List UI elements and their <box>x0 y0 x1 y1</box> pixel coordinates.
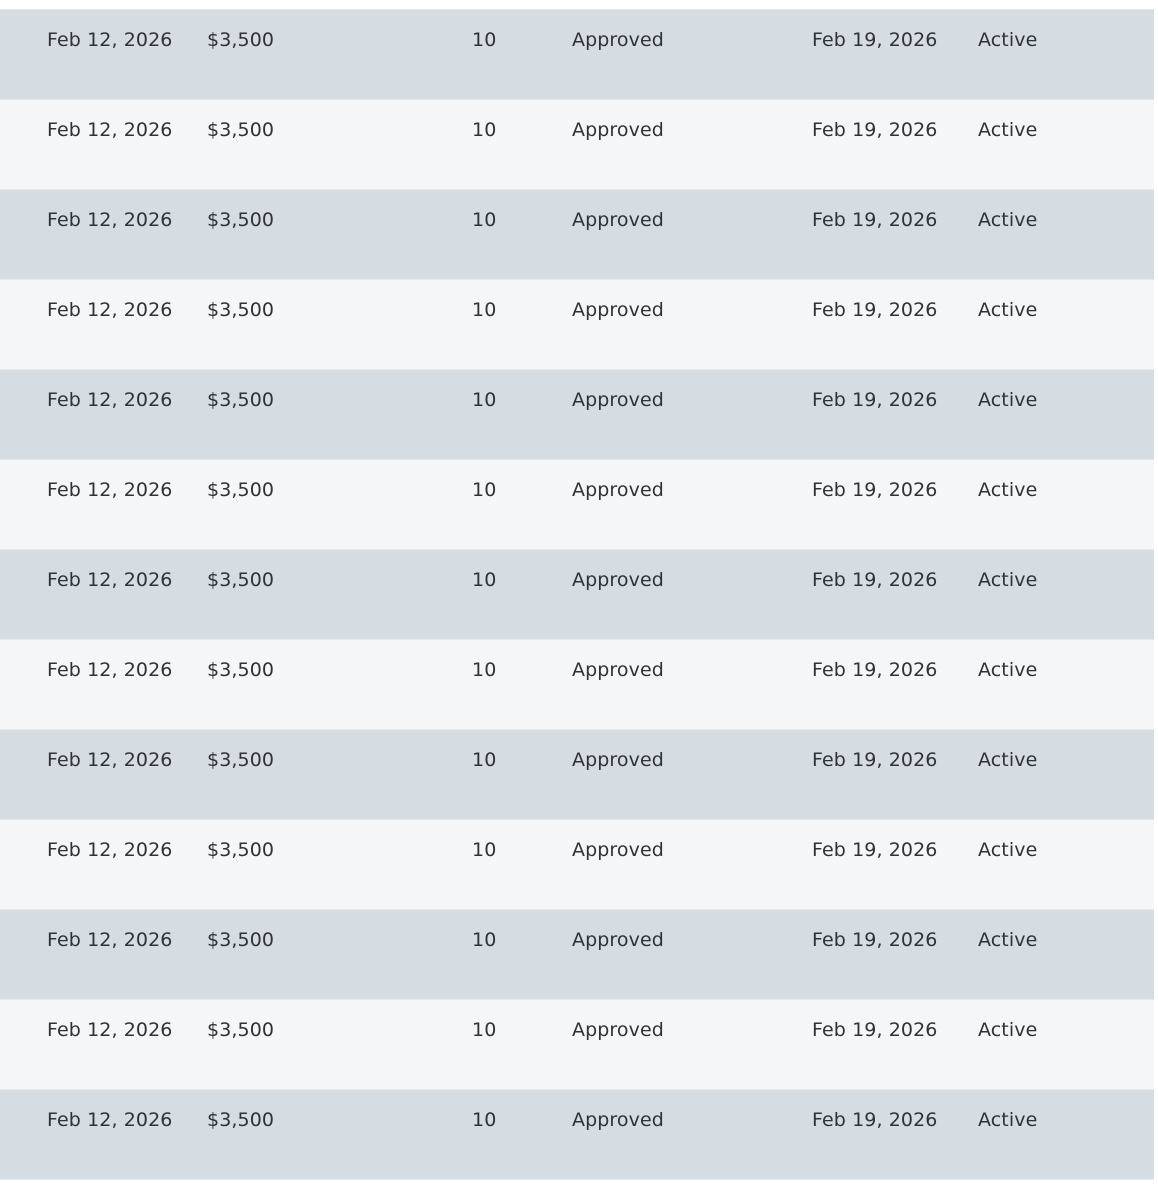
amount-cell: $3,500 <box>207 569 275 591</box>
count-cell: 10 <box>472 209 497 231</box>
page-edge <box>1154 0 1158 1200</box>
amount-cell: $3,500 <box>207 119 275 141</box>
due-date-cell: Feb 19, 2026 <box>812 29 938 51</box>
date-cell: Feb 12, 2026 <box>47 29 173 51</box>
amount-cell: $3,500 <box>207 659 275 681</box>
table-row[interactable] <box>0 1000 1154 1090</box>
due-date-cell: Feb 19, 2026 <box>812 389 938 411</box>
approval-cell: Approved <box>572 749 664 771</box>
records-table <box>0 9 1154 1180</box>
status-cell: Active <box>978 659 1038 681</box>
amount-cell: $3,500 <box>207 209 275 231</box>
approval-cell: Approved <box>572 29 664 51</box>
date-cell: Feb 12, 2026 <box>47 1109 173 1131</box>
status-cell: Active <box>978 929 1038 951</box>
date-cell: Feb 12, 2026 <box>47 389 173 411</box>
amount-cell: $3,500 <box>207 1109 275 1131</box>
count-cell: 10 <box>472 479 497 501</box>
due-date-cell: Feb 19, 2026 <box>812 119 938 141</box>
amount-cell: $3,500 <box>207 299 275 321</box>
due-date-cell: Feb 19, 2026 <box>812 659 938 681</box>
approval-cell: Approved <box>572 1019 664 1041</box>
count-cell: 10 <box>472 1109 497 1131</box>
amount-cell: $3,500 <box>207 929 275 951</box>
status-cell: Active <box>978 209 1038 231</box>
amount-cell: $3,500 <box>207 839 275 861</box>
date-cell: Feb 12, 2026 <box>47 479 173 501</box>
table-row[interactable] <box>0 460 1154 550</box>
due-date-cell: Feb 19, 2026 <box>812 749 938 771</box>
date-cell: Feb 12, 2026 <box>47 569 173 591</box>
amount-cell: $3,500 <box>207 1019 275 1041</box>
due-date-cell: Feb 19, 2026 <box>812 299 938 321</box>
count-cell: 10 <box>472 119 497 141</box>
table-row[interactable] <box>0 190 1154 280</box>
status-cell: Active <box>978 569 1038 591</box>
due-date-cell: Feb 19, 2026 <box>812 209 938 231</box>
table-row[interactable] <box>0 280 1154 370</box>
approval-cell: Approved <box>572 119 664 141</box>
amount-cell: $3,500 <box>207 749 275 771</box>
due-date-cell: Feb 19, 2026 <box>812 479 938 501</box>
status-cell: Active <box>978 839 1038 861</box>
count-cell: 10 <box>472 929 497 951</box>
status-cell: Active <box>978 299 1038 321</box>
approval-cell: Approved <box>572 209 664 231</box>
table-row[interactable] <box>0 910 1154 1000</box>
table-row[interactable] <box>0 730 1154 820</box>
count-cell: 10 <box>472 1019 497 1041</box>
approval-cell: Approved <box>572 1109 664 1131</box>
approval-cell: Approved <box>572 389 664 411</box>
status-cell: Active <box>978 389 1038 411</box>
date-cell: Feb 12, 2026 <box>47 929 173 951</box>
table-row[interactable] <box>0 820 1154 910</box>
count-cell: 10 <box>472 749 497 771</box>
table-row[interactable] <box>0 640 1154 730</box>
due-date-cell: Feb 19, 2026 <box>812 839 938 861</box>
count-cell: 10 <box>472 29 497 51</box>
approval-cell: Approved <box>572 929 664 951</box>
approval-cell: Approved <box>572 569 664 591</box>
due-date-cell: Feb 19, 2026 <box>812 1109 938 1131</box>
amount-cell: $3,500 <box>207 389 275 411</box>
approval-cell: Approved <box>572 839 664 861</box>
date-cell: Feb 12, 2026 <box>47 1019 173 1041</box>
table-row[interactable] <box>0 370 1154 460</box>
due-date-cell: Feb 19, 2026 <box>812 929 938 951</box>
count-cell: 10 <box>472 659 497 681</box>
table-row[interactable] <box>0 1090 1154 1180</box>
approval-cell: Approved <box>572 299 664 321</box>
date-cell: Feb 12, 2026 <box>47 839 173 861</box>
status-cell: Active <box>978 29 1038 51</box>
date-cell: Feb 12, 2026 <box>47 209 173 231</box>
date-cell: Feb 12, 2026 <box>47 119 173 141</box>
date-cell: Feb 12, 2026 <box>47 749 173 771</box>
count-cell: 10 <box>472 569 497 591</box>
table-row[interactable] <box>0 10 1154 100</box>
status-cell: Active <box>978 1019 1038 1041</box>
status-cell: Active <box>978 119 1038 141</box>
status-cell: Active <box>978 749 1038 771</box>
amount-cell: $3,500 <box>207 479 275 501</box>
count-cell: 10 <box>472 839 497 861</box>
approval-cell: Approved <box>572 479 664 501</box>
approval-cell: Approved <box>572 659 664 681</box>
due-date-cell: Feb 19, 2026 <box>812 1019 938 1041</box>
count-cell: 10 <box>472 389 497 411</box>
due-date-cell: Feb 19, 2026 <box>812 569 938 591</box>
table-row[interactable] <box>0 550 1154 640</box>
date-cell: Feb 12, 2026 <box>47 659 173 681</box>
date-cell: Feb 12, 2026 <box>47 299 173 321</box>
table-row[interactable] <box>0 100 1154 190</box>
amount-cell: $3,500 <box>207 29 275 51</box>
status-cell: Active <box>978 479 1038 501</box>
status-cell: Active <box>978 1109 1038 1131</box>
count-cell: 10 <box>472 299 497 321</box>
